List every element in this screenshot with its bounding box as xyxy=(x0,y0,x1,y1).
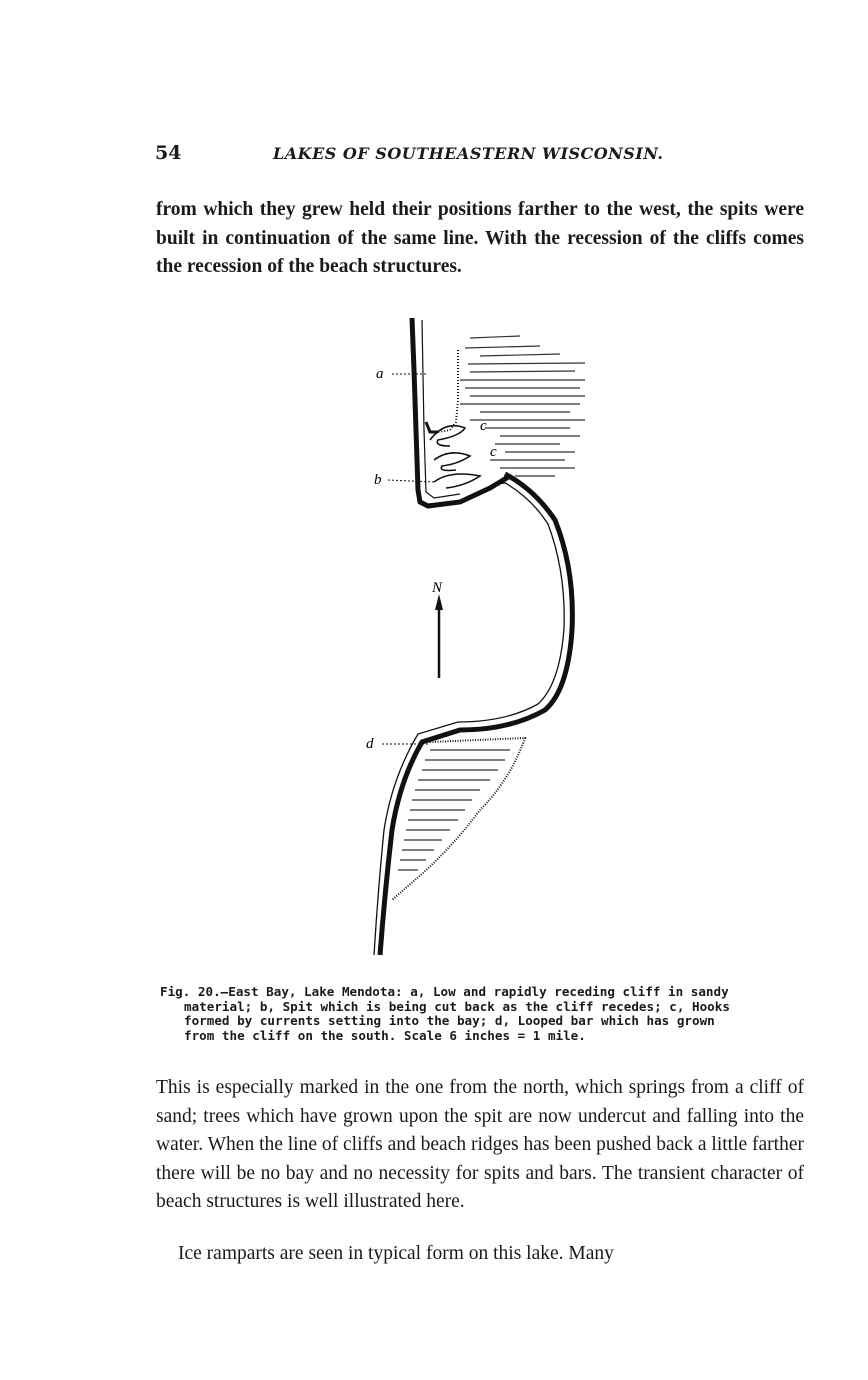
east-shoreline xyxy=(380,474,572,955)
label-north: N xyxy=(432,580,443,596)
caption-line: material; b, Spit which is being cut back as the cliff recedes; c, Hooks xyxy=(184,998,730,1014)
caption-line: from the cliff on the south. Scale 6 inches = 1 mile. xyxy=(184,1027,586,1043)
caption-line: formed by currents setting into the bay; d, Looped bar which has grown xyxy=(184,1013,715,1028)
label-d: d xyxy=(366,736,374,752)
figure-east-bay-map xyxy=(330,310,610,970)
page-number: 54 xyxy=(155,142,182,164)
label-c-3: c xyxy=(500,472,507,488)
paragraph-bottom: This is especially marked in the one from the north, which springs from a cliff of sand; trees which have grown upon the spit are now undercut and falling into the water. When the line of cliffs and beach ridges has been pushed back a little farther there will be no bay and no necessity for spits and bars. The transient character of beach structures is well illustrated here. xyxy=(156,1077,804,1212)
paragraph-top: from which they grew held their positions farther to the west, the spits were built in continuation of the same line. With the recession of the cliffs comes the recession of the beach structures. xyxy=(156,199,804,277)
running-title: LAKES OF SOUTHEASTERN WISCONSIN. xyxy=(273,144,664,163)
label-c-2: c xyxy=(490,444,497,460)
hooks xyxy=(430,426,480,488)
caption-line: Fig. 20.—East Bay, Lake Mendota: a, Low and rapidly receding cliff in sandy xyxy=(160,984,729,999)
label-c-1: c xyxy=(480,418,487,434)
label-b: b xyxy=(374,472,382,488)
figure-caption xyxy=(160,985,804,1043)
paragraph-last: Ice ramparts are seen in typical form on this lake. Many xyxy=(178,1243,614,1264)
north-spit-beach xyxy=(438,350,458,432)
water-hatching-north xyxy=(460,336,585,476)
water-hatching-south xyxy=(398,750,510,870)
label-a: a xyxy=(376,366,384,382)
page-header xyxy=(155,142,805,168)
map-drawing xyxy=(330,310,610,970)
